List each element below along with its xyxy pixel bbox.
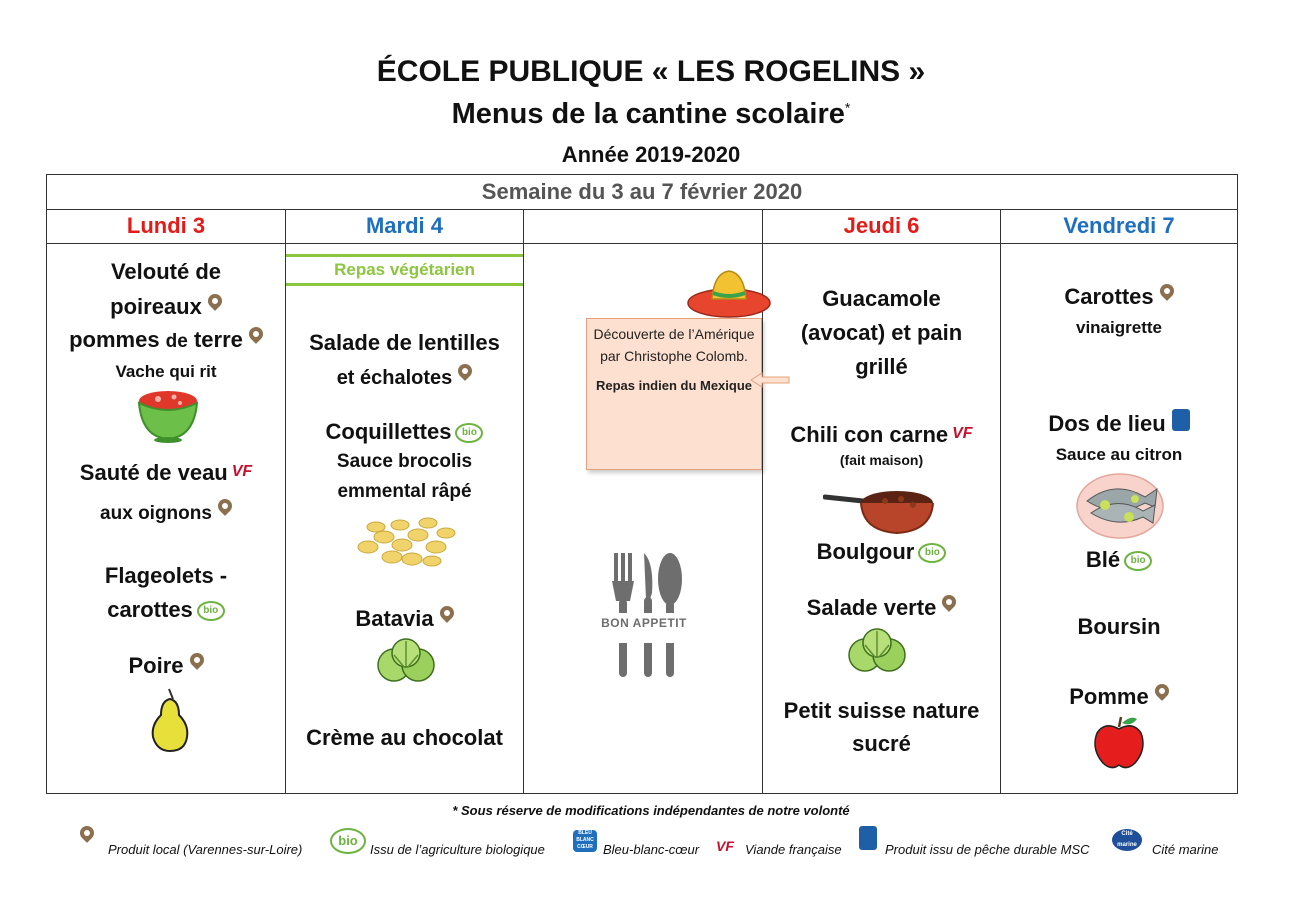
discovery-callout xyxy=(586,318,762,470)
pear-icon xyxy=(147,687,193,753)
asterisk-mark: * xyxy=(844,99,851,116)
day-header-lundi: Lundi 3 xyxy=(47,209,285,244)
legend-bio: Issu de l’agriculture biologique xyxy=(370,842,545,857)
item-grille: grillé xyxy=(855,354,908,379)
callout-meal-text: Repas indien du Mexique xyxy=(595,378,753,393)
local-pin-icon xyxy=(939,592,959,612)
local-pin-icon xyxy=(205,291,225,311)
item-dos-de-lieu xyxy=(1001,407,1237,441)
item-poireaux xyxy=(47,290,285,324)
item-pommes-text: pommes xyxy=(69,327,166,352)
local-pin-icon xyxy=(455,361,475,381)
bio-icon: bio xyxy=(918,543,946,563)
legend-msc-icon xyxy=(859,826,877,850)
pasta-icon xyxy=(348,507,462,571)
bon-appetit-sign: BON APPETIT xyxy=(601,616,687,630)
item-vache-qui-rit: Vache qui rit xyxy=(115,362,217,381)
item-chili-text: Chili con carne xyxy=(790,422,949,447)
bio-icon: bio xyxy=(455,423,483,443)
item-carottes-text: carottes xyxy=(107,597,193,622)
legend-pin-icon xyxy=(80,826,94,849)
legend-bbc: Bleu-blanc-cœur xyxy=(603,842,700,857)
item-vinaigrette: vinaigrette xyxy=(1076,318,1162,337)
item-echalotes-text: et échalotes xyxy=(336,367,453,389)
item-avocat-pain: (avocat) et pain xyxy=(800,320,963,345)
legend-bio-label: bio xyxy=(330,828,366,854)
item-batavia-text: Batavia xyxy=(355,606,434,631)
fish-plate-icon xyxy=(1075,471,1165,541)
column-mercredi xyxy=(524,209,763,793)
day-header-vendredi: Vendredi 7 xyxy=(1001,209,1237,244)
item-boursin: Boursin xyxy=(1077,614,1161,639)
column-vendredi xyxy=(1001,209,1237,793)
legend-msc: Produit issu de pêche durable MSC xyxy=(885,842,1090,857)
item-aux-oignons xyxy=(47,499,285,525)
item-echalotes xyxy=(286,361,523,395)
item-salade-verte-text: Salade verte xyxy=(806,595,937,620)
local-pin-icon xyxy=(187,650,207,670)
item-flageolets: Flageolets - xyxy=(104,563,228,588)
item-ble xyxy=(1001,543,1237,577)
item-veloute: Velouté de xyxy=(110,259,222,284)
item-guacamole: Guacamole xyxy=(822,286,941,311)
legend-local: Produit local (Varennes-sur-Loire) xyxy=(108,842,303,857)
item-terre-text: terre xyxy=(187,327,243,352)
bio-icon: bio xyxy=(197,601,225,621)
item-salade-lentilles: Salade de lentilles xyxy=(309,330,500,355)
item-saute-text: Sauté de veau xyxy=(79,460,228,485)
viande-francaise-icon: VF xyxy=(952,425,973,442)
soup-bowl-icon xyxy=(136,387,200,443)
legend-vf: Viande française xyxy=(745,842,842,857)
menu-subtitle-text: Menus de la cantine scolaire xyxy=(451,98,845,130)
column-lundi xyxy=(47,209,286,793)
legend-cite-icon: Cité marine xyxy=(1112,829,1142,851)
sombrero-icon xyxy=(686,267,772,319)
item-carottes-text: Carottes xyxy=(1064,284,1154,309)
column-jeudi xyxy=(763,209,1001,793)
item-dos-text: Dos de lieu xyxy=(1048,411,1166,436)
local-pin-icon xyxy=(1152,681,1172,701)
item-sucre: sucré xyxy=(852,731,911,756)
week-header: Semaine du 3 au 7 février 2020 xyxy=(47,175,1237,210)
lettuce-icon xyxy=(845,625,909,681)
day-header-mardi: Mardi 4 xyxy=(286,209,523,244)
legend-bbc-icon: BLEU BLANC CŒUR xyxy=(573,830,597,852)
item-pomme-text: Pomme xyxy=(1069,684,1149,709)
item-coquillettes-text: Coquillettes xyxy=(325,419,452,444)
item-poire-text: Poire xyxy=(128,653,184,678)
item-poireaux-text: poireaux xyxy=(110,294,202,319)
menu-table xyxy=(46,174,1238,794)
school-year: Année 2019-2020 xyxy=(561,142,741,167)
item-pommes-de-terre xyxy=(47,323,285,359)
item-saute-de-veau xyxy=(47,455,285,490)
item-pomme xyxy=(1001,680,1237,714)
item-batavia xyxy=(286,602,523,636)
legend-vf-icon xyxy=(716,838,734,858)
item-fait-maison: (fait maison) xyxy=(839,452,924,468)
school-title: ÉCOLE PUBLIQUE « LES ROGELINS » xyxy=(376,55,926,88)
viande-francaise-icon: VF xyxy=(231,463,253,480)
callout-arrow-icon xyxy=(750,372,790,388)
item-coquillettes xyxy=(286,415,523,449)
footnote: * Sous réserve de modifications indépendantes de notre volonté xyxy=(452,803,850,818)
column-mardi xyxy=(286,209,524,793)
item-carottes xyxy=(47,593,285,627)
local-pin-icon xyxy=(1157,281,1177,301)
item-oignons-text: aux oignons xyxy=(100,503,212,524)
item-sauce-brocolis: Sauce brocolis xyxy=(336,451,473,472)
item-boulgour xyxy=(763,535,1000,569)
local-pin-icon xyxy=(246,324,266,344)
apple-icon xyxy=(1091,713,1147,771)
item-ble-text: Blé xyxy=(1085,547,1121,572)
item-sauce-citron: Sauce au citron xyxy=(1055,445,1183,464)
day-header-mercredi xyxy=(524,209,762,244)
item-poire xyxy=(47,649,285,683)
item-emmental: emmental râpé xyxy=(337,481,472,502)
legend xyxy=(70,826,1250,866)
local-pin-icon xyxy=(215,496,235,516)
item-creme-chocolat: Crème au chocolat xyxy=(306,725,503,750)
item-salade-verte xyxy=(763,591,1000,625)
chili-pan-icon xyxy=(823,481,935,537)
item-de-text: de xyxy=(165,331,188,352)
vegetarian-band: Repas végétarien xyxy=(286,254,523,286)
day-header-jeudi: Jeudi 6 xyxy=(763,209,1000,244)
lettuce-icon xyxy=(374,635,438,691)
item-chili xyxy=(763,417,1000,452)
legend-vf-label: VF xyxy=(716,838,734,854)
bio-icon: bio xyxy=(1124,551,1152,571)
legend-cite: Cité marine xyxy=(1152,842,1219,857)
item-boulgour-text: Boulgour xyxy=(816,539,915,564)
item-carottes xyxy=(1001,280,1237,314)
msc-icon xyxy=(1172,409,1190,431)
menu-subtitle xyxy=(0,98,1302,131)
callout-discovery-text: Découverte de l’Amérique par Christophe Colomb. xyxy=(593,326,755,364)
legend-bio-icon xyxy=(326,828,366,854)
local-pin-icon xyxy=(437,603,457,623)
item-petit-suisse: Petit suisse nature xyxy=(783,698,980,723)
